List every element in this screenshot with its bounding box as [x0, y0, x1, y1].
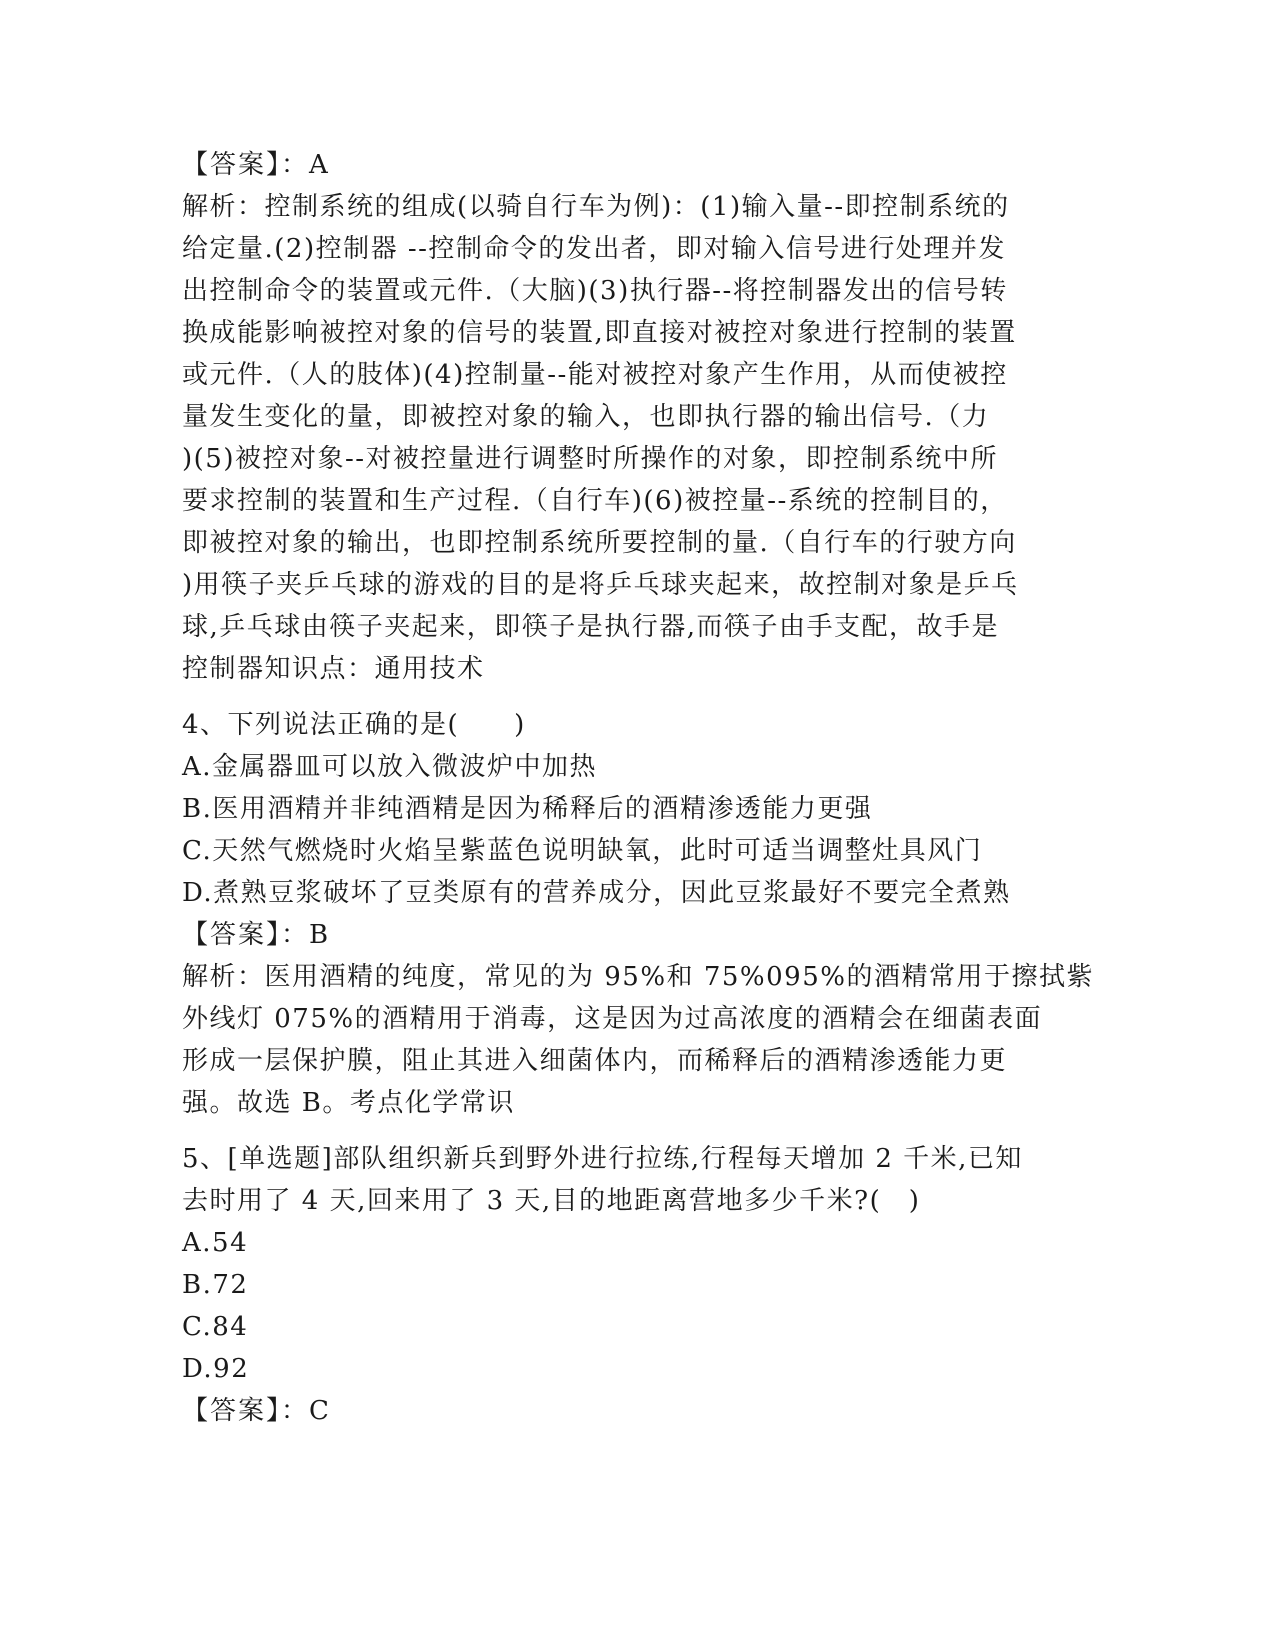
analysis-line: )用筷子夹乒乓球的游戏的目的是将乒乓球夹起来，故控制对象是乒乓 [182, 570, 1019, 600]
analysis-line: 强。故选 B。考点化学常识 [182, 1088, 515, 1118]
analysis-line: 换成能影响被控对象的信号的装置,即直接对被控对象进行控制的装置 [182, 318, 1017, 348]
answer-5: 【答案】：C [182, 1396, 331, 1426]
analysis-line: 或元件.（人的肢体)(4)控制量--能对被控对象产生作用，从而使被控 [182, 360, 1008, 390]
question-5 [182, 1138, 1062, 1432]
question-stem: 去时用了 4 天,回来用了 3 天,目的地距离营地多少千米?( ) [182, 1186, 921, 1216]
analysis-3 [182, 186, 1062, 690]
analysis-line: 解析：医用酒精的纯度，常见的为 95%和 75%095%的酒精常用于擦拭紫 [182, 962, 1094, 992]
analysis-line: 即被控对象的输出，也即控制系统所要控制的量.（自行车的行驶方向 [182, 528, 1017, 558]
analysis-line: 外线灯 075%的酒精用于消毒，这是因为过高浓度的酒精会在细菌表面 [182, 1004, 1043, 1034]
option-d: D.煮熟豆浆破坏了豆类原有的营养成分，因此豆浆最好不要完全煮熟 [182, 878, 1011, 908]
option-b: B.医用酒精并非纯酒精是因为稀释后的酒精渗透能力更强 [182, 794, 873, 824]
question-stem: 4、下列说法正确的是( ) [182, 710, 526, 740]
option-c: C.84 [182, 1312, 249, 1342]
option-a: A.金属器皿可以放入微波炉中加热 [182, 752, 598, 782]
analysis-line: 球,乒乓球由筷子夹起来，即筷子是执行器,而筷子由手支配，故手是 [182, 612, 1000, 642]
document-page [182, 144, 1094, 1432]
analysis-line: )(5)被控对象--对被控量进行调整时所操作的对象，即控制系统中所 [182, 444, 999, 474]
option-d: D.92 [182, 1354, 250, 1384]
answer-3: 【答案】：A [182, 150, 330, 180]
analysis-line: 量发生变化的量，即被控对象的输入，也即执行器的输出信号.（力 [182, 402, 990, 432]
analysis-line: 出控制命令的装置或元件.（大脑)(3)执行器--将控制器发出的信号转 [182, 276, 1008, 306]
analysis-4 [182, 956, 1094, 1124]
option-c: C.天然气燃烧时火焰呈紫蓝色说明缺氧，此时可适当调整灶具风门 [182, 836, 983, 866]
option-b: B.72 [182, 1270, 249, 1300]
answer-4: 【答案】：B [182, 920, 331, 950]
analysis-line: 给定量.(2)控制器 --控制命令的发出者，即对输入信号进行处理并发 [182, 234, 1006, 264]
analysis-line: 形成一层保护膜，阻止其进入细菌体内，而稀释后的酒精渗透能力更 [182, 1046, 1008, 1076]
question-stem: 5、[单选题]部队组织新兵到野外进行拉练,行程每天增加 2 千米,已知 [182, 1144, 1023, 1174]
analysis-line: 解析：控制系统的组成(以骑自行车为例)：(1)输入量--即控制系统的 [182, 192, 1010, 222]
analysis-line: 控制器知识点：通用技术 [182, 654, 485, 684]
question-4 [182, 704, 1094, 1124]
analysis-line: 要求控制的装置和生产过程.（自行车)(6)被控量--系统的控制目的， [182, 486, 1008, 516]
option-a: A.54 [182, 1228, 249, 1258]
